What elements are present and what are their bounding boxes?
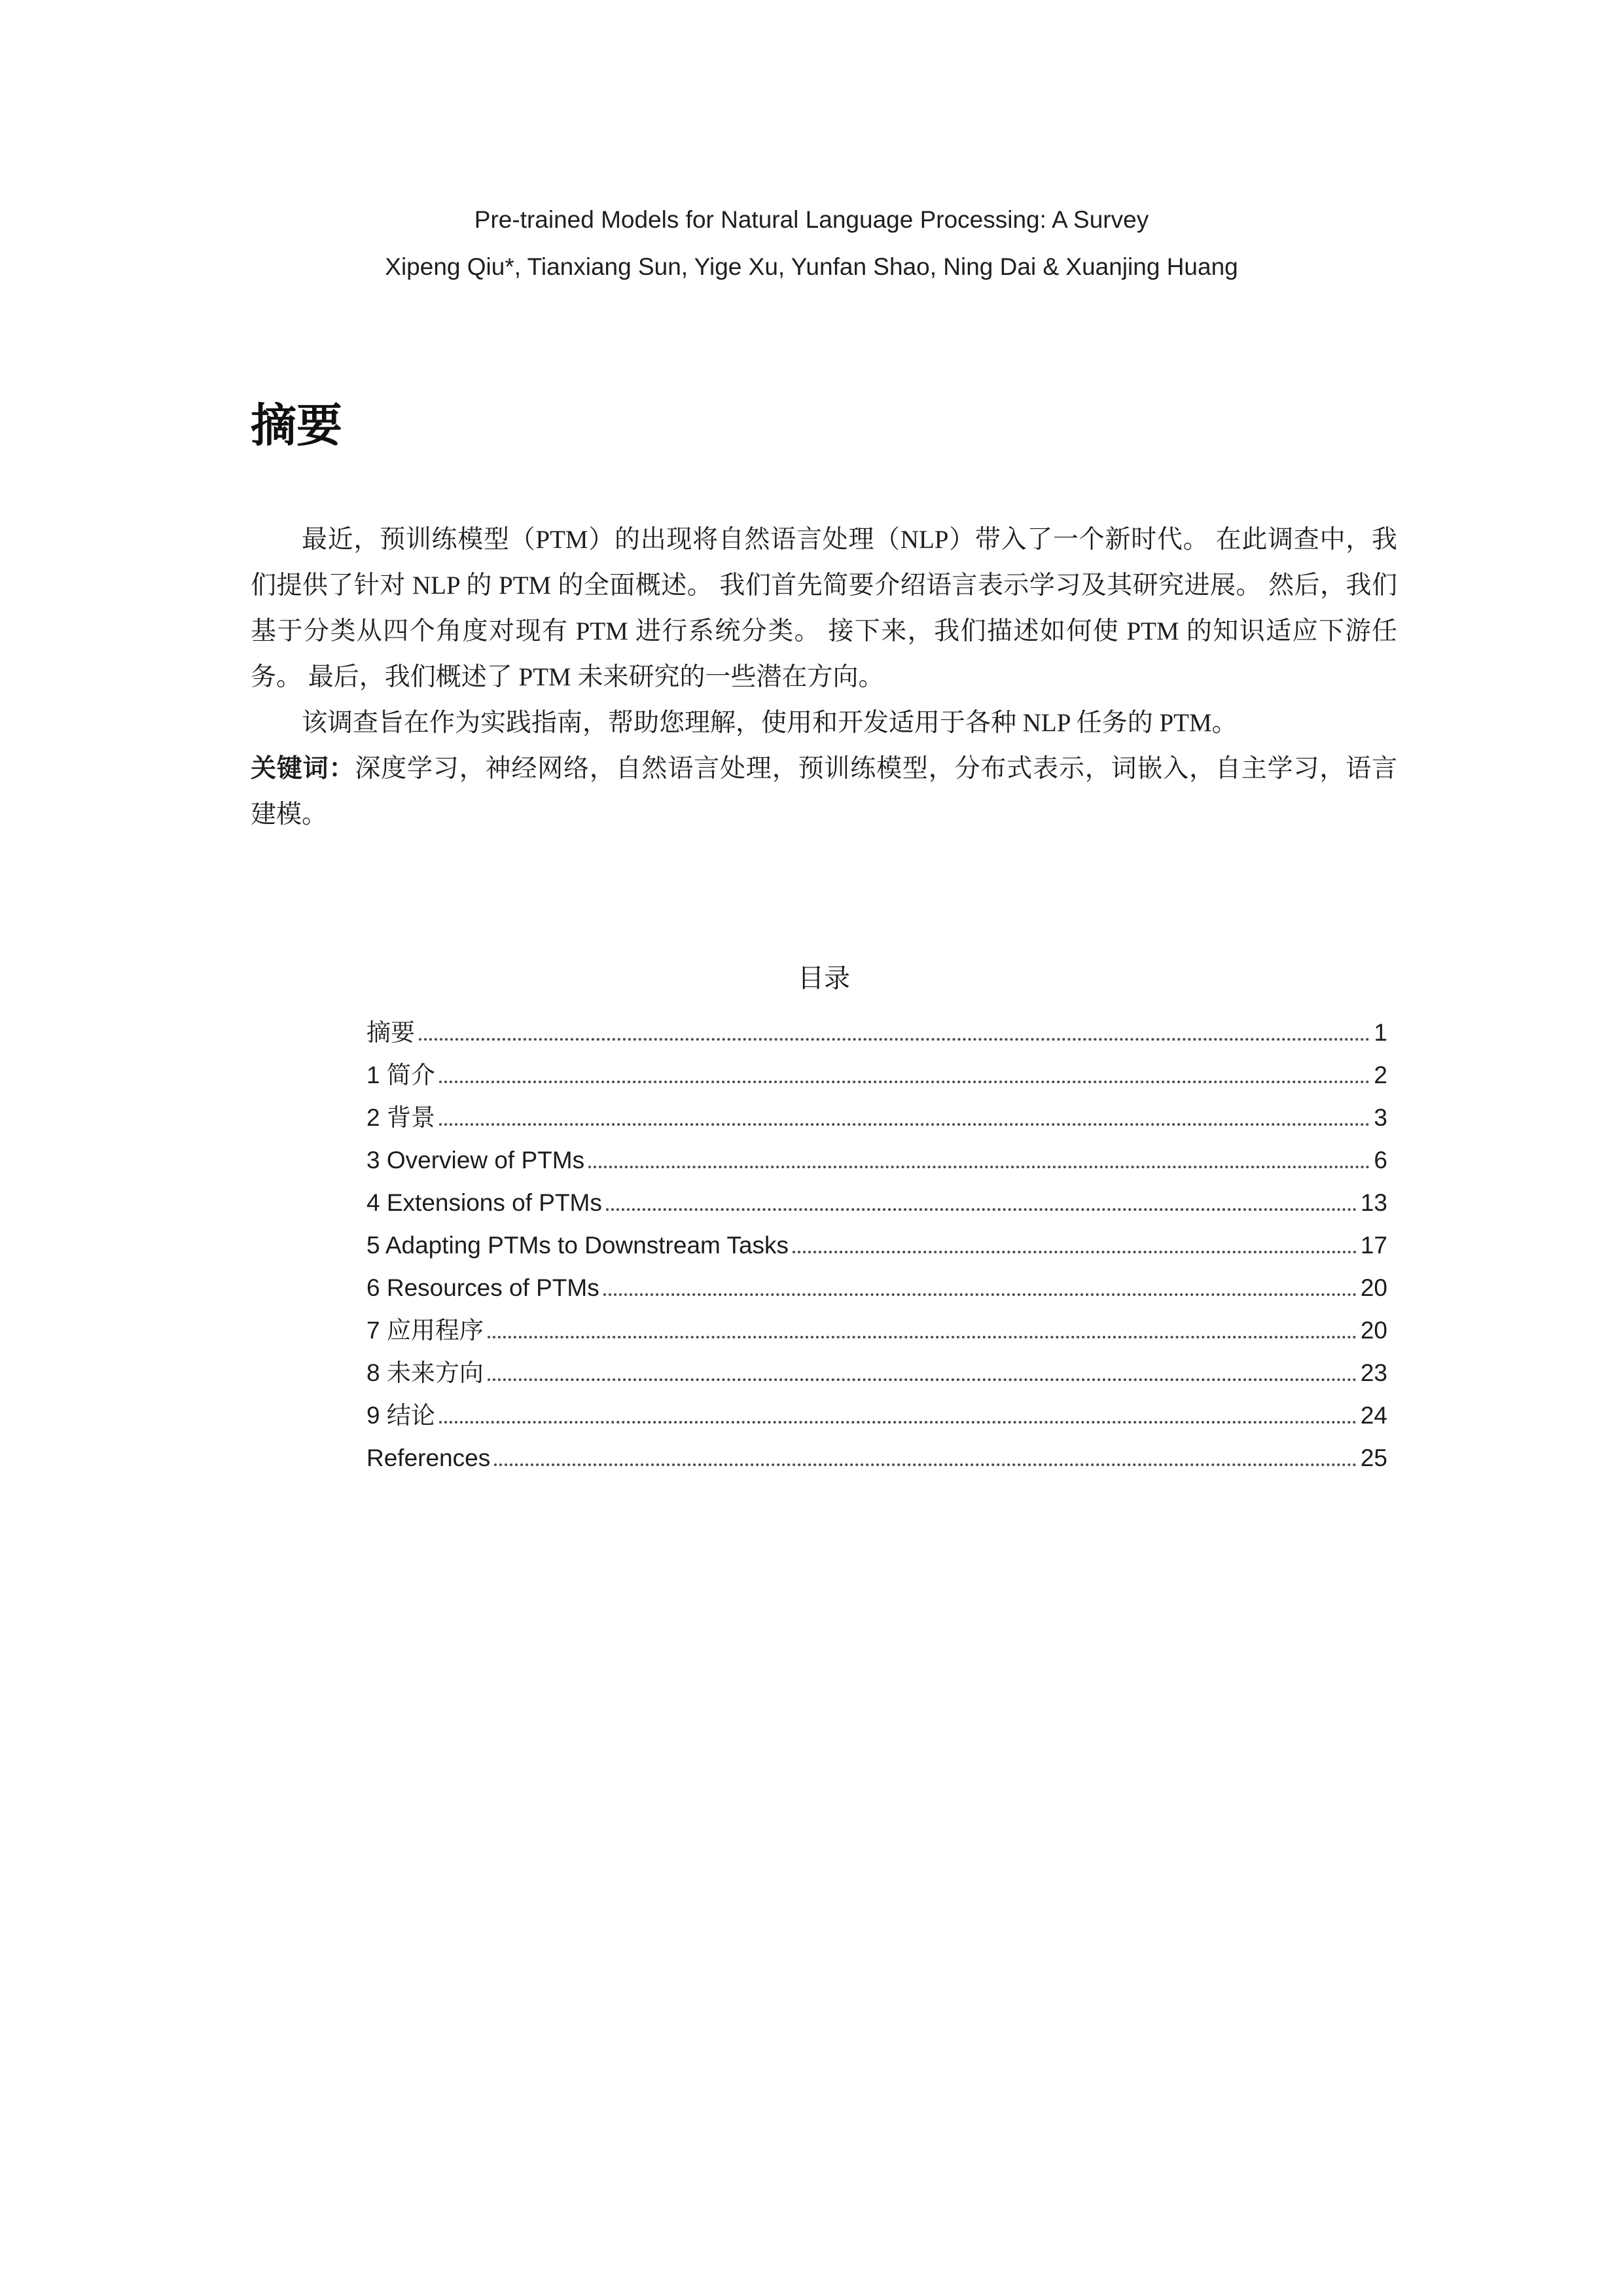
keywords-line <box>251 746 1397 838</box>
toc-entry-label: 4 Extensions of PTMs <box>366 1189 602 1216</box>
toc-entry-label: References <box>366 1444 491 1471</box>
abstract-paragraph-1: 最近，预训练模型（PTM）的出现将自然语言处理（NLP）带入了一个新时代。 在此调查中，我们提供了针对 NLP 的 PTM 的全面概述。 我们首先简要介绍语言表示学习及其研究进展。 然后，我们基于分类从四个角度对现有 PTM 进行系统分类。 接下来，我们描述如何使 PTM 的知识适应下游任务。 最后，我们概述了 PTM 未来研究的一些潜在方向。 <box>251 526 1397 691</box>
toc-dot-leader <box>793 1251 1357 1253</box>
toc-dot-leader <box>439 1421 1357 1424</box>
paper-authors: Xipeng Qiu*, Tianxiang Sun, Yige Xu, Yunfan Shao, Ning Dai & Xuanjing Huang <box>385 253 1238 280</box>
toc-entry-label: 3 Overview of PTMs <box>366 1147 585 1174</box>
toc-dot-leader <box>606 1208 1357 1211</box>
toc-entry-page: 20 <box>1360 1274 1387 1301</box>
toc-entry-label: 8 未来方向 <box>366 1359 484 1386</box>
toc-entry-label: 2 背景 <box>366 1104 435 1131</box>
toc-entry-adapting-ptms <box>366 1224 1387 1266</box>
toc-entry-background <box>366 1096 1387 1139</box>
toc-entry-page: 13 <box>1360 1189 1387 1216</box>
toc-entry-label: 摘要 <box>366 1019 415 1046</box>
toc-entry-overview-of-ptms <box>366 1139 1387 1181</box>
body-block <box>251 389 1397 1479</box>
toc-dot-leader <box>488 1378 1357 1381</box>
abstract-text <box>251 517 1397 838</box>
toc-entry-extensions-of-ptms <box>366 1181 1387 1224</box>
toc-heading: 目录 <box>798 963 850 993</box>
keywords-text: 深度学习，神经网络，自然语言处理，预训练模型，分布式表示，词嵌入，自主学习，语言建模。 <box>251 755 1397 829</box>
toc-entry-label: 6 Resources of PTMs <box>366 1274 599 1301</box>
toc-entry-page: 2 <box>1374 1062 1387 1088</box>
keywords-label: 关键词： <box>251 755 355 783</box>
toc-entry-page: 3 <box>1374 1104 1387 1131</box>
table-of-contents <box>251 959 1397 1479</box>
toc-entry-references <box>366 1437 1387 1479</box>
toc-entry-page: 6 <box>1374 1147 1387 1174</box>
toc-entry-page: 17 <box>1360 1232 1387 1259</box>
toc-entry-page: 1 <box>1374 1019 1387 1046</box>
toc-entry-abstract <box>366 1011 1387 1054</box>
abstract-paragraph-2: 该调查旨在作为实践指南，帮助您理解，使用和开发适用于各种 NLP 任务的 PTM。 <box>302 709 1238 737</box>
toc-list <box>366 1011 1387 1479</box>
toc-entry-page: 23 <box>1360 1359 1387 1386</box>
abstract-heading: 摘要 <box>251 401 342 452</box>
toc-entry-page: 20 <box>1360 1317 1387 1344</box>
toc-entry-future-directions <box>366 1352 1387 1394</box>
toc-dot-leader <box>419 1038 1370 1041</box>
toc-dot-leader <box>494 1463 1357 1466</box>
toc-dot-leader <box>588 1166 1370 1168</box>
toc-entry-page: 24 <box>1360 1402 1387 1429</box>
toc-entry-label: 9 结论 <box>366 1402 435 1429</box>
toc-dot-leader <box>439 1081 1370 1083</box>
toc-dot-leader <box>488 1336 1357 1338</box>
toc-entry-conclusion <box>366 1394 1387 1437</box>
paper-title: Pre-trained Models for Natural Language Processing: A Survey <box>474 206 1149 233</box>
toc-dot-leader <box>439 1123 1370 1126</box>
toc-dot-leader <box>603 1293 1357 1296</box>
toc-entry-applications <box>366 1309 1387 1352</box>
toc-entry-label: 7 应用程序 <box>366 1317 484 1344</box>
document-header <box>0 0 1623 291</box>
toc-entry-introduction <box>366 1054 1387 1096</box>
toc-entry-label: 5 Adapting PTMs to Downstream Tasks <box>366 1232 789 1259</box>
toc-entry-page: 25 <box>1360 1444 1387 1471</box>
toc-entry-resources-of-ptms <box>366 1266 1387 1309</box>
toc-entry-label: 1 简介 <box>366 1062 435 1088</box>
